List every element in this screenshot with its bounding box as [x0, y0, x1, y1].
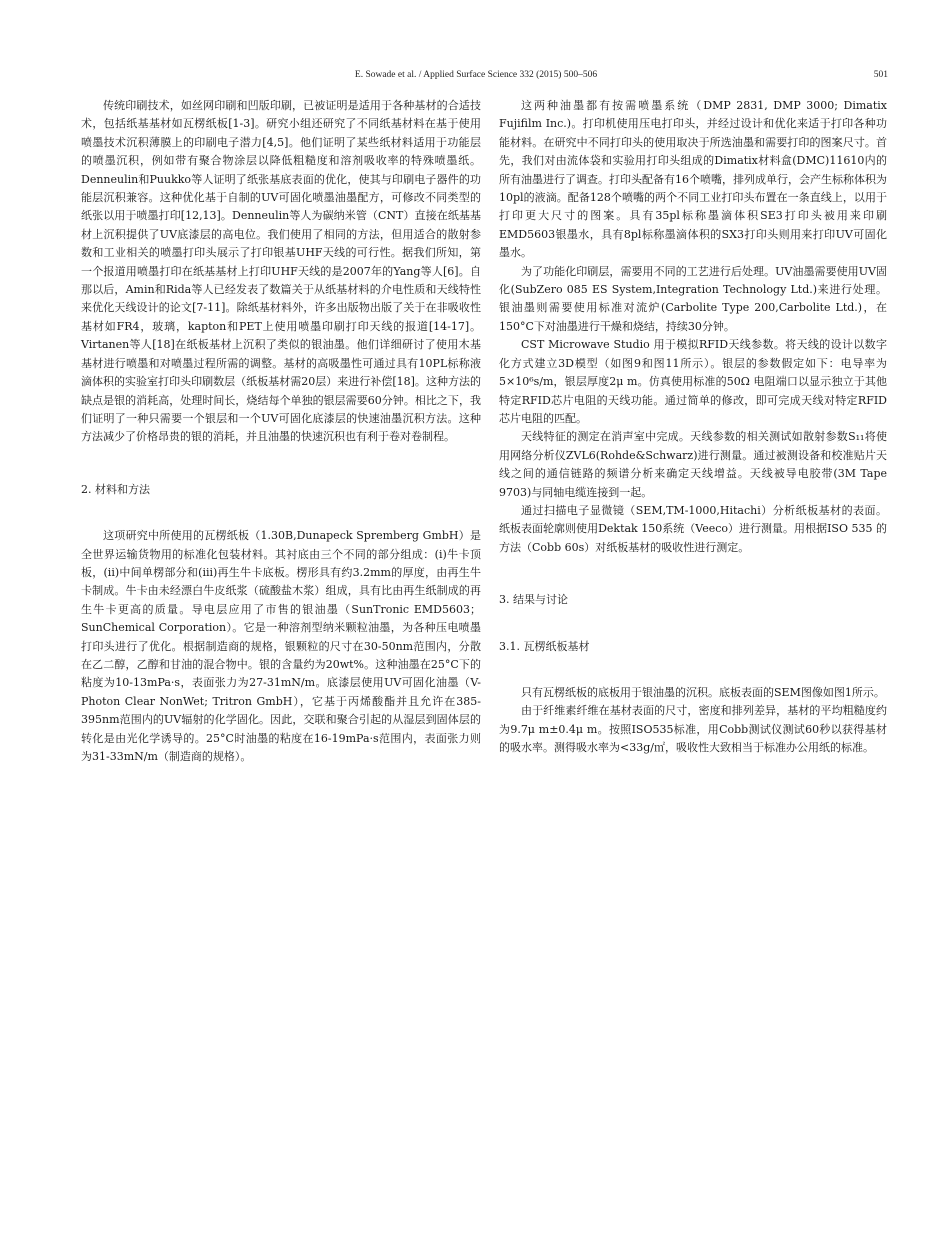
intro-paragraph: 传统印刷技术，如丝网印刷和凹版印刷，已被证明是适用于各种基材的合适技术，包括纸基基材如瓦楞纸板[1-3]。研究小组还研究了不同纸基材料在基于使用喷墨技术沉积薄膜上的印刷电子潜力[4,5]。他们证明了某些纸材料适用于功能层的喷墨沉积，例如带有聚合物涂层以降低粗糙度和溶剂吸收率的特殊喷墨纸。Denneulin和Puukko等人证明了纸张基底表面的优化，使其与印刷电子器件的功能层沉积兼容。这种优化基于自制的UV可固化喷墨油墨配方，可修改不同类型的纸张以用于喷墨打印[12,13]。Denneulin等人为碳纳米管（CNT）直接在纸基基材上沉积提供了UV底漆层的高电位。我们使用了相同的方法，但用适合的散射参数和工业相关的喷墨打印头展示了打印银基UHF天线的可行性。据我们所知，第一个报道用喷墨打印在纸基基材上打印UHF天线的是2007年的Yang等人[6]。自那以后，Amin和Rida等人已经发表了数篇关于从纸基材料的介电性质和天线特性来优化天线设计的论文[7-11]。除纸基材料外，许多出版物出版了关于在非吸收性基材如FR4，玻璃，kapton和PET上使用喷墨印刷打印天线的报道[14-17]。Virtanen等人[18]在纸板基材上沉积了类似的银油墨。他们详细研讨了使用木基基材进行喷墨和对喷墨过程所需的调整。基材的高吸墨性可通过具有10PL标称液滴体积的实验室打印头印刷数层（纸板基材需20层）来进行补偿[18]。这种方法的缺点是银的消耗高，处理时间长，烧结每个单独的银层需要60分钟。相比之下，我们证明了一种只需要一个银层和一个UV可固化底漆层的快速油墨沉积方法。这种方法减少了价格昂贵的银的消耗，并且油墨的快速沉积也有利于卷对卷制程。 — [81, 99, 481, 444]
section-2-heading: 2. 材料和方法 — [81, 482, 150, 496]
materials-paragraph: 这项研究中所使用的瓦楞纸板（1.30B,Dunapeck Spremberg GmbH）是全世界运输货物用的标准化包装材料。其衬底由三个不同的部分组成：(i)牛卡顶板，(ii)中间单楞部分和(iii)再生牛卡底板。楞形具有约3.2mm的厚度，由再生牛卡制成。牛卡由未经漂白牛皮纸浆（硫酸盐木浆）组成，具有比由再生纸制成的再生牛卡更高的质量。导电层应用了市售的银油墨（SunTronic EMD5603；SunChemical Corporation）。它是一种溶剂型纳米颗粒油墨，为各种压电喷墨打印头进行了优化。根据制造商的规格，银颗粒的尺寸在30-50nm范围内，分散在乙二醇，乙醇和甘油的混合物中。银的含量约为20wt%。这种油墨在25°C下的粘度为10-13mPa·s，表面张力为27-31mN/m。底漆层使用UV可固化油墨（V-Photon Clear NonWet; Tritron GmbH），它基于丙烯酸酯并且允许在385-395nm范围内的UV辐射的化学固化。因此，交联和聚合引起的从湿层到固体层的转化是由光化学诱导的。25°C时油墨的粘度在16-19mPa·s范围内，表面张力则为31-33mN/m（制造商的规格）。 — [81, 529, 481, 763]
sem-paragraph: 通过扫描电子显微镜（SEM,TM-1000,Hitachi）分析纸板基材的表面。纸板表面轮廓则使用Dektak 150系统（Veeco）进行测量。用根据ISO 535 的方法（Cobb 60s）对纸板基材的吸收性进行测定。 — [499, 503, 887, 554]
section-3-heading: 3. 结果与讨论 — [499, 593, 568, 607]
running-header — [0, 70, 952, 84]
left-column — [81, 97, 481, 766]
spacer — [499, 557, 887, 591]
spacer — [81, 447, 481, 481]
roughness-paragraph: 由于纤维素纤维在基材表面的尺寸，密度和排列差异，基材的平均粗糙度约为9.7μ m±0.4μ m。按照ISO535标准，用Cobb测试仪测试60秒以获得基材的吸水率。测得吸水率为<33g/㎡，吸收性大致相当于标准办公用纸的标准。 — [499, 704, 887, 755]
printer-paragraph: 这两种油墨都有按需喷墨系统（DMP 2831, DMP 3000; Dimatix Fujifilm Inc.)。打印机使用压电打印头，并经过设计和优化来适于打印各种功能材料。在研究中不同打印头的使用取决于所选油墨和需要打印的图案尺寸。首先，我们对由流体袋和实验用打印头组成的Dimatix材料盒(DMC)11610内的所有油墨进行了调查。打印头配备有16个喷嘴，排列成单行，会产生标称体积为10pl的液滴。配备128个喷嘴的两个不同工业打印头布置在一条直线上，以用于打印更大尺寸的图案。具有35pl标称墨滴体积SE3打印头被用来印刷EMD5603银墨水，具有8pl标称墨滴体积的SX3打印头则用来打印UV可固化墨水。 — [499, 99, 887, 260]
section-3-1-heading: 3.1. 瓦楞纸板基材 — [499, 639, 590, 653]
page-number: 501 — [873, 70, 888, 80]
post-processing-paragraph: 为了功能化印刷层，需要用不同的工艺进行后处理。UV油墨需要使用UV固化(SubZero 085 ES System,Integration Technology Ltd.)来进行处理。银油墨则需要使用标准对流炉(Carbolite Type 200,Carbolite Ltd.)，在150°C下对油墨进行干燥和烧结，持续30分钟。 — [499, 264, 887, 333]
right-column — [499, 97, 887, 758]
substrate-paragraph: 只有瓦楞纸板的底板用于银油墨的沉积。底板表面的SEM图像如图1所示。 — [521, 685, 885, 699]
spacer — [499, 610, 887, 638]
spacer — [499, 656, 887, 684]
journal-citation: E. Sowade et al. / Applied Surface Science 332 (2015) 500–506 — [354, 70, 598, 80]
measurement-paragraph: 天线特征的测定在消声室中完成。天线参数的相关测试如散射参数S₁₁将使用网络分析仪ZVL6(Rohde&Schwarz)进行测量。通过被测设备和校准贴片天线之间的通信链路的频谱分析来确定天线增益。天线被导电胶带(3M Tape 9703)与同轴电缆连接到一起。 — [499, 430, 887, 499]
cst-paragraph: CST Microwave Studio 用于模拟RFID天线参数。将天线的设计以数字化方式建立3D模型（如图9和图11所示）。银层的参数假定如下：电导率为5×10⁶s/m，银层厚度2μ m。仿真使用标准的50Ω 电阻端口以显示独立于其他特定RFID芯片电阻的天线功能。通过简单的修改，即可完成天线对特定RFID芯片电阻的匹配。 — [499, 338, 887, 425]
spacer — [81, 499, 481, 527]
